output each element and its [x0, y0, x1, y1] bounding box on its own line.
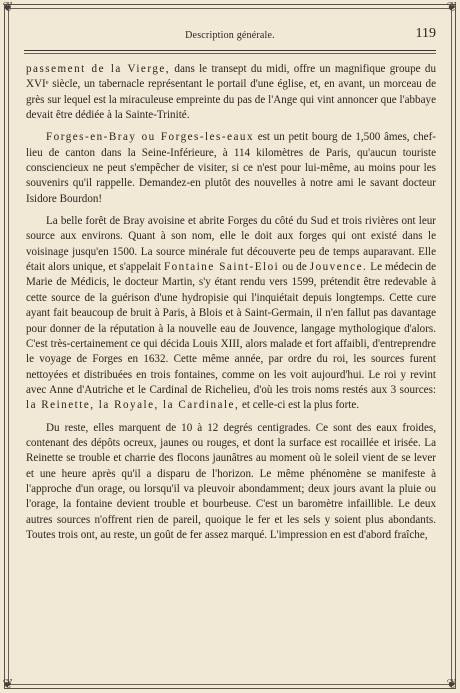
- text-run: ou de: [279, 261, 310, 274]
- page-header: [24, 24, 436, 46]
- corner-ornament-icon: ❦: [446, 0, 458, 15]
- text-run: Du reste, elles marquent de 10 à 12 degrés centigrades. Ce sont des eaux froides, contenant des dépôts ocreux, jaunes ou rouges, et dont la surface est rocaillée et irisée. La Reinette se trouble et charrie des flocons jaunâtres au moment où le soleil vient de se lever et une heure après qu'il a disparu de l'horizon. Le même phénomène se manifeste à l'approche d'un orage, ou lorsqu'il va pleuvoir abondamment; deux jours avant la pluie ou l'orage, la fontaine devient trouble et bourbeuse. C'est un baromètre infaillible. Le deux autres sources n'offrent rien de pareil, quoique le fer et les sels y soient plus abondants. Toutes trois ont, au reste, un goût de fer assez marqué. L'impression en est d'abord fraîche,: [26, 421, 436, 541]
- text-run: dans le transept du midi, offre un magnifique groupe du XVIᵉ siècle, un tabernacle représentant le portail d'une église, et, en avant, un morceau de grès sur lequel est la miraculeuse empreinte du pas de l'Ange qui vint annoncer que l'abbaye devait être dédiée à la Sainte-Trinité.: [26, 63, 436, 122]
- paragraph: [26, 62, 436, 123]
- corner-ornament-icon: ❦: [446, 677, 458, 692]
- text-run: La belle forêt de Bray avoisine et abrite Forges du côté du Sud et trois rivières ont leur source aux environs. Quant à son nom, elle le doit aux forges qui ont existé dans le voisinage jusqu'en 1500. La source minérale fut découverte peu de temps auparavant. Elle était alors unique, et s'appelait: [26, 215, 436, 274]
- header-rule: [24, 50, 436, 51]
- paragraph: [26, 214, 436, 413]
- running-title: Description générale.: [185, 29, 275, 41]
- spaced-phrase: Forges-en-Bray ou Forges-les-eaux: [46, 131, 255, 144]
- paragraph: [26, 130, 436, 207]
- spaced-phrase: la Reinette, la Royale, la Cardinale,: [26, 399, 240, 412]
- text-run: est un petit bourg de 1,500 âmes, chef-lieu de canton dans la Seine-Inférieure, à 114 kilomètres de Paris, qu'aucun touriste consciencieux ne peut s'empêcher de visiter, si ce n'est pour lui-même, au moins pour les souvenirs qu'il rappelle. Demandez-en plutôt des nouvelles à notre ami le savant docteur Isidore Bourdon!: [26, 131, 436, 205]
- text-run: Le médecin de Marie de Médicis, le docteur Martin, s'y étant rendu vers 1599, prétendit être redevable à cette source de la guérison d'une hydropisie qui l'inquiétait depuis longtemps. Cette cure ayant fait beaucoup de bruit à Paris, à Blois et à Saint-Germain, il n'en fallut pas davantage pour donner de la réputation à la nouvelle eau de Jouvence, langage mythologique d'alors. C'est très-certainement ce qui décida Louis XIII, alors malade et fort affaibli, d'entreprendre le voyage de Forges en 1632. Cette même année, par ordre du roi, les sources furent nettoyées et distribuées en trois fontaines, comme on les voit aujourd'hui. Le roi y revint avec Anne d'Autriche et le Cardinal de Richelieu, d'où les trois noms restés aux 3 sources:: [26, 261, 436, 396]
- text-run: et celle-ci est la plus forte.: [239, 399, 360, 412]
- corner-ornament-icon: ❦: [2, 0, 14, 15]
- spaced-phrase: Jouvence.: [309, 261, 368, 274]
- body-text: [26, 62, 436, 550]
- corner-ornament-icon: ❦: [2, 677, 14, 692]
- paragraph: [26, 421, 436, 544]
- header-rule-thin: [24, 53, 436, 54]
- spaced-phrase: passement de la Vierge,: [26, 63, 171, 75]
- spaced-phrase: Fontaine Saint-Eloi: [163, 261, 280, 274]
- page-number: 119: [415, 26, 436, 41]
